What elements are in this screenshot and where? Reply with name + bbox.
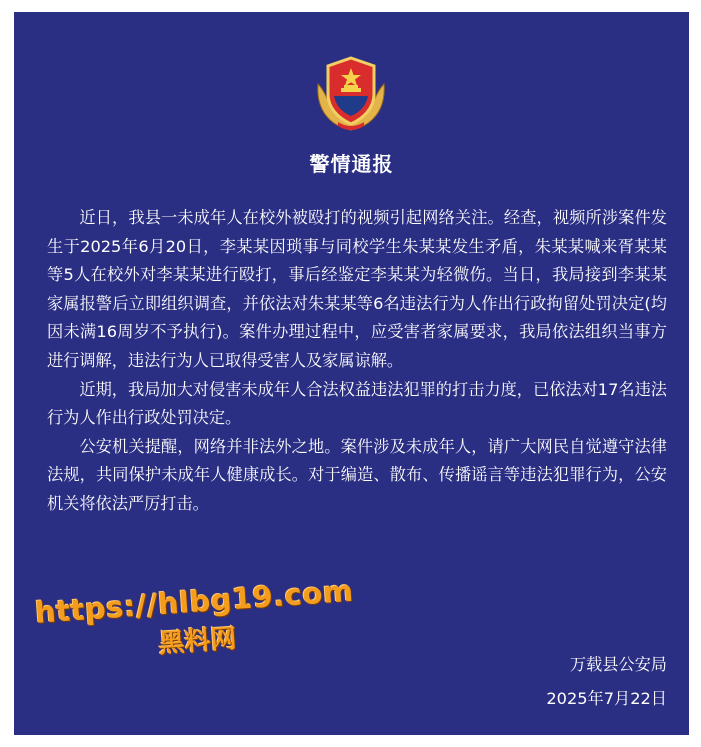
police-emblem-icon bbox=[312, 50, 390, 134]
notice-body bbox=[47, 204, 667, 519]
issuer-name: 万载县公安局 bbox=[569, 655, 667, 674]
notice-paragraph-3: 公安机关提醒，网络并非法外之地。案件涉及未成年人，请广大网民自觉遵守法律法规，共同保护未成年人健康成长。对于编造、散布、传播谣言等违法犯罪行为，公安机关将依法严厉打击。 bbox=[47, 436, 667, 513]
issue-date: 2025年7月22日 bbox=[546, 689, 667, 708]
watermark-name: 黑料网 bbox=[157, 624, 238, 660]
notice-signature bbox=[546, 648, 667, 716]
watermark-url: https://hlbg19.com bbox=[34, 573, 355, 630]
notice-title: 警情通报 bbox=[309, 152, 394, 176]
notice-paragraph-1: 近日，我县一未成年人在校外被殴打的视频引起网络关注。经查，视频所涉案件发生于2025年6月20日，李某某因琐事与同校学生朱某某发生矛盾，朱某某喊来胥某某等5人在校外对李某某进行殴打，事后经鉴定李某某为轻微伤。当日，我局接到李某某家属报警后立即组织调查，并依法对朱某某等6名违法行为人作出行政拘留处罚决定(均因未满16周岁不予执行)。案件办理过程中，应受害者家属要求，我局依法组织当事方进行调解，违法行为人已取得受害人及家属谅解。 bbox=[47, 208, 667, 370]
notice-paragraph-2: 近期，我局加大对侵害未成年人合法权益违法犯罪的打击力度，已依法对17名违法行为人作出行政处罚决定。 bbox=[47, 379, 667, 428]
